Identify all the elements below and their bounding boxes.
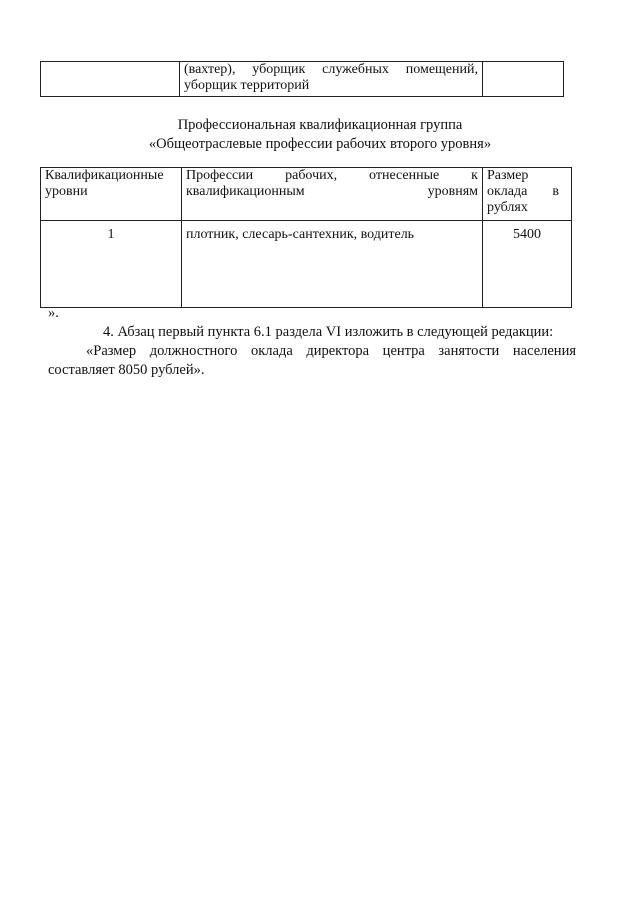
cell-level: 1: [41, 221, 182, 308]
quote-line-1: «Размер должностного оклада директора центра занятости населения: [86, 343, 576, 359]
table-row: [41, 221, 572, 308]
table-continuation: [40, 61, 564, 97]
header-salary-text: Размер оклада в рублях: [487, 168, 559, 215]
header-professions: Профессии рабочих, отнесенные к квалификационным уровням: [182, 168, 483, 221]
table-cell: [41, 62, 180, 97]
quote-line-2: составляет 8050 рублей».: [48, 362, 205, 378]
cell-text-line: (вахтер), уборщик служебных помещений,: [184, 62, 478, 77]
header-levels: Квалификационные уровни: [41, 168, 182, 221]
cell-professions: плотник, слесарь-сантехник, водитель: [182, 221, 483, 308]
group-heading-line1: Профессиональная квалификационная группа: [177, 117, 463, 133]
qualification-table: [40, 167, 572, 308]
group-heading-line2: «Общеотраслевые профессии рабочих второго уровня»: [148, 136, 492, 152]
table-row: [41, 62, 564, 97]
cell-salary: 5400: [483, 221, 572, 308]
table-cell: [483, 62, 564, 97]
table-header-row: [41, 168, 572, 221]
header-salary: [483, 168, 572, 221]
paragraph-4: 4. Абзац первый пункта 6.1 раздела VI изложить в следующей редакции:: [103, 324, 554, 340]
cell-text-line: уборщик территорий: [184, 78, 310, 93]
table-cell: [180, 62, 483, 97]
closing-quote: ».: [48, 305, 59, 321]
